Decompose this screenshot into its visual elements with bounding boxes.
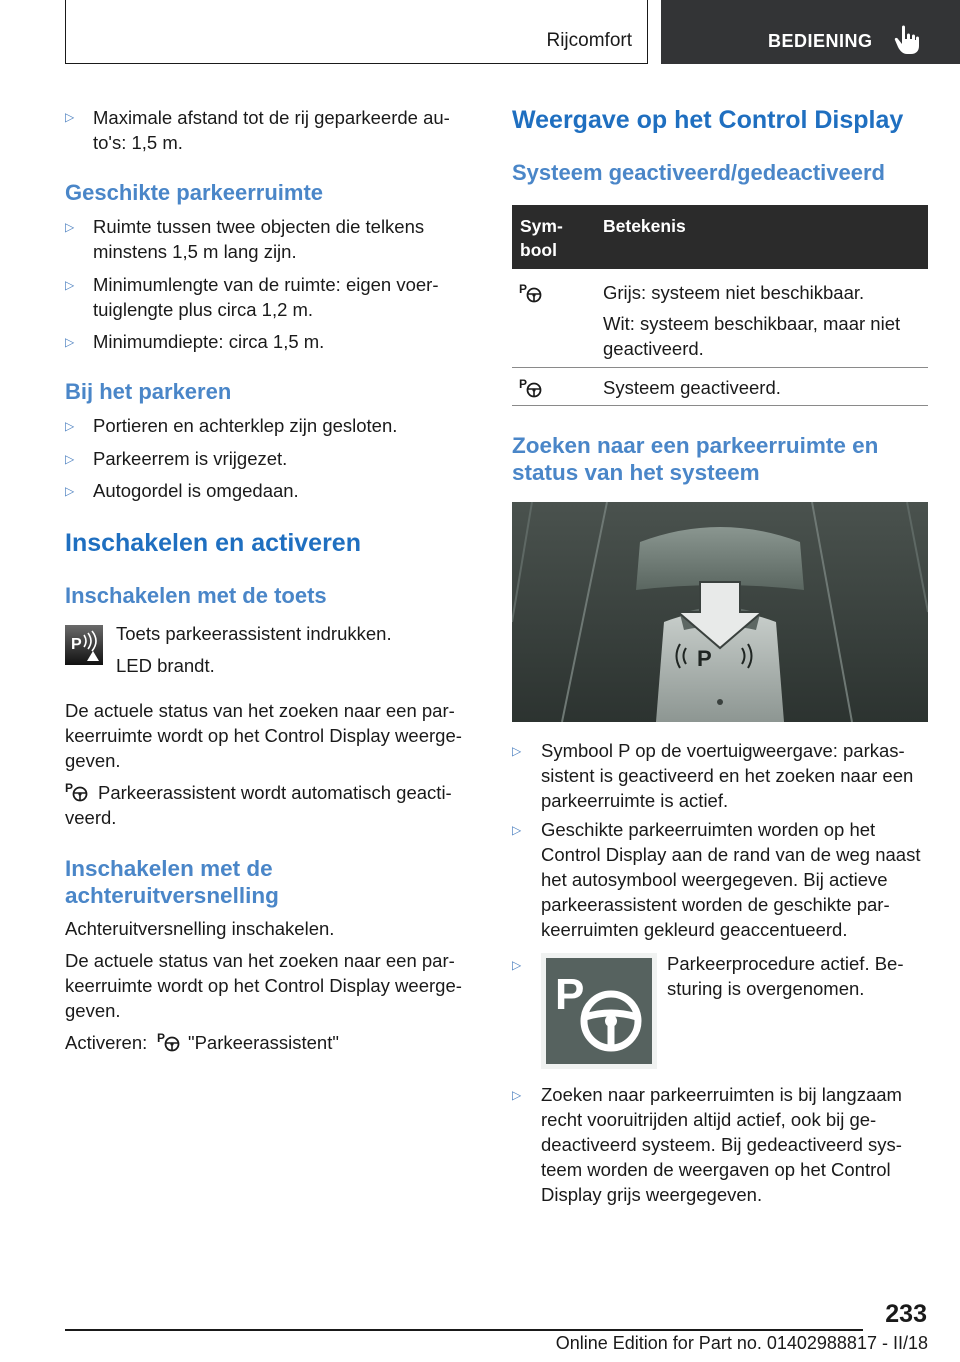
bullet-icon: ▷ — [65, 278, 75, 292]
bullet-text: Geschikte parkeerruimten worden op het — [541, 819, 876, 840]
bullet-icon: ▷ — [512, 744, 522, 758]
heading-line: Zoeken naar een parkeerruimte en — [512, 433, 879, 458]
bullet-icon: ▷ — [65, 220, 75, 234]
bullet-text: Zoeken naar parkeerruimten is bij langzaam — [541, 1084, 902, 1105]
footer-divider — [65, 1329, 863, 1331]
paragraph-line: Achteruitversnelling inschakelen. — [65, 918, 335, 939]
bullet-text: het autosymbool weergegeven. Bij actieve — [541, 869, 888, 890]
svg-text:P: P — [555, 970, 585, 1019]
bullet-text: Symbool P op de voertuigweergave: parkas- — [541, 740, 905, 761]
svg-text:P: P — [519, 377, 528, 391]
table-cell: Systeem geactiveerd. — [603, 377, 781, 398]
svg-text:P: P — [697, 646, 712, 671]
heading-inschakelen-en-activeren: Inschakelen en activeren — [65, 529, 361, 557]
header-section-title: Rijcomfort — [546, 30, 632, 51]
header-line: bool — [520, 240, 557, 260]
bullet-icon: ▷ — [65, 110, 75, 124]
heading-inschakelen-met-de-achteruitversnelling — [65, 855, 279, 909]
bullet-text: Autogordel is omgedaan. — [93, 480, 299, 501]
bullet-text: Display grijs weergegeven. — [541, 1184, 763, 1205]
bullet-text: keerruimten gekleurd geaccentueerd. — [541, 919, 848, 940]
bullet-text: Minimumlengte van de ruimte: eigen voer- — [93, 274, 439, 295]
bullet-icon: ▷ — [65, 452, 75, 466]
heading-line: status van het systeem — [512, 460, 760, 485]
park-steering-icon — [65, 780, 89, 802]
table-header — [512, 205, 928, 269]
activate-label: Activeren: — [65, 1032, 148, 1053]
pointing-hand-icon — [893, 24, 923, 56]
header-line: Sym- — [520, 216, 563, 236]
bullet-icon: ▷ — [512, 1088, 522, 1102]
bullet-text: to's: 1,5 m. — [93, 132, 183, 153]
paragraph-line: keerruimte wordt op het Control Display weerge- — [65, 975, 462, 996]
heading-systeem-geactiveerd: Systeem geactiveerd/gedeactiveerd — [512, 160, 885, 185]
bullet-text: Portieren en achterklep zijn gesloten. — [93, 415, 398, 436]
svg-text:P: P — [65, 781, 74, 795]
paragraph-line: De actuele status van het zoeken naar een par- — [65, 950, 455, 971]
park-steering-active-icon — [519, 376, 543, 398]
bullet-text: tuiglengte plus circa 1,2 m. — [93, 299, 314, 320]
park-steering-icon — [157, 1030, 181, 1052]
bullet-text: Parkeerprocedure actief. Be- — [667, 953, 904, 974]
table-divider — [512, 405, 928, 406]
heading-zoeken-naar-parkeerruimte — [512, 432, 878, 486]
bullet-icon: ▷ — [65, 419, 75, 433]
instruction-text: LED brandt. — [116, 655, 215, 676]
bullet-text: recht vooruitrijden altijd actief, ook bij ge- — [541, 1109, 877, 1130]
table-cell: Wit: systeem beschikbaar, maar niet — [603, 313, 901, 334]
paragraph-line: geven. — [65, 750, 121, 771]
bullet-text: teem worden de weergaven op het Control — [541, 1159, 891, 1180]
footer-edition: Online Edition for Part no. 01402988817 - II/18 — [555, 1333, 928, 1353]
table-cell: Grijs: systeem niet beschikbaar. — [603, 282, 865, 303]
bullet-text: sturing is overgenomen. — [667, 978, 865, 999]
control-display-parking-image — [512, 502, 928, 722]
paragraph-line: veerd. — [65, 807, 117, 828]
park-steering-large-icon — [541, 953, 657, 1069]
bullet-text: parkeerassistent worden de geschikte par- — [541, 894, 890, 915]
page-number: 233 — [885, 1300, 927, 1328]
instruction-text: Toets parkeerassistent indrukken. — [116, 623, 392, 644]
bullet-icon: ▷ — [512, 823, 522, 837]
table-header-symbol — [520, 214, 563, 262]
bullet-text: Ruimte tussen twee objecten die telkens — [93, 216, 425, 237]
svg-text:P: P — [71, 636, 82, 653]
bullet-text: Parkeerrem is vrijgezet. — [93, 448, 288, 469]
bullet-text: Maximale afstand tot de rij geparkeerde au- — [93, 107, 450, 128]
bullet-icon: ▷ — [65, 484, 75, 498]
table-divider — [512, 367, 928, 368]
heading-line: Inschakelen met de — [65, 856, 273, 881]
park-assist-button-icon — [65, 625, 103, 665]
bullet-text: minstens 1,5 m lang zijn. — [93, 241, 297, 262]
bullet-text: Minimumdiepte: circa 1,5 m. — [93, 331, 325, 352]
paragraph-line: De actuele status van het zoeken naar een par- — [65, 700, 455, 721]
header-chapter-title: BEDIENING — [768, 31, 873, 51]
bullet-text: parkeerruimte is actief. — [541, 790, 729, 811]
paragraph-line: keerruimte wordt op het Control Display weerge- — [65, 725, 462, 746]
svg-text:P: P — [157, 1031, 166, 1045]
heading-inschakelen-met-de-toets: Inschakelen met de toets — [65, 583, 327, 608]
bullet-text: deactiveerd systeem. Bij gedeactiveerd sys- — [541, 1134, 902, 1155]
paragraph-line: geven. — [65, 1000, 121, 1021]
paragraph-line: Parkeerassistent wordt automatisch geacti- — [98, 782, 452, 803]
bullet-icon: ▷ — [65, 335, 75, 349]
heading-geschikte-parkeerruimte: Geschikte parkeerruimte — [65, 180, 324, 205]
bullet-text: sistent is geactiveerd en het zoeken naar een — [541, 765, 914, 786]
svg-text:P: P — [519, 282, 528, 296]
bullet-icon: ▷ — [512, 958, 522, 972]
activate-value: "Parkeerassistent" — [188, 1032, 339, 1053]
heading-line: achteruitversnelling — [65, 883, 279, 908]
table-header-meaning: Betekenis — [603, 216, 686, 236]
heading-bij-het-parkeren: Bij het parkeren — [65, 379, 232, 404]
heading-weergave-control-display: Weergave op het Control Display — [512, 106, 904, 134]
table-cell: geactiveerd. — [603, 338, 704, 359]
park-steering-icon — [519, 281, 543, 303]
bullet-text: Control Display aan de rand van de weg naast — [541, 844, 921, 865]
